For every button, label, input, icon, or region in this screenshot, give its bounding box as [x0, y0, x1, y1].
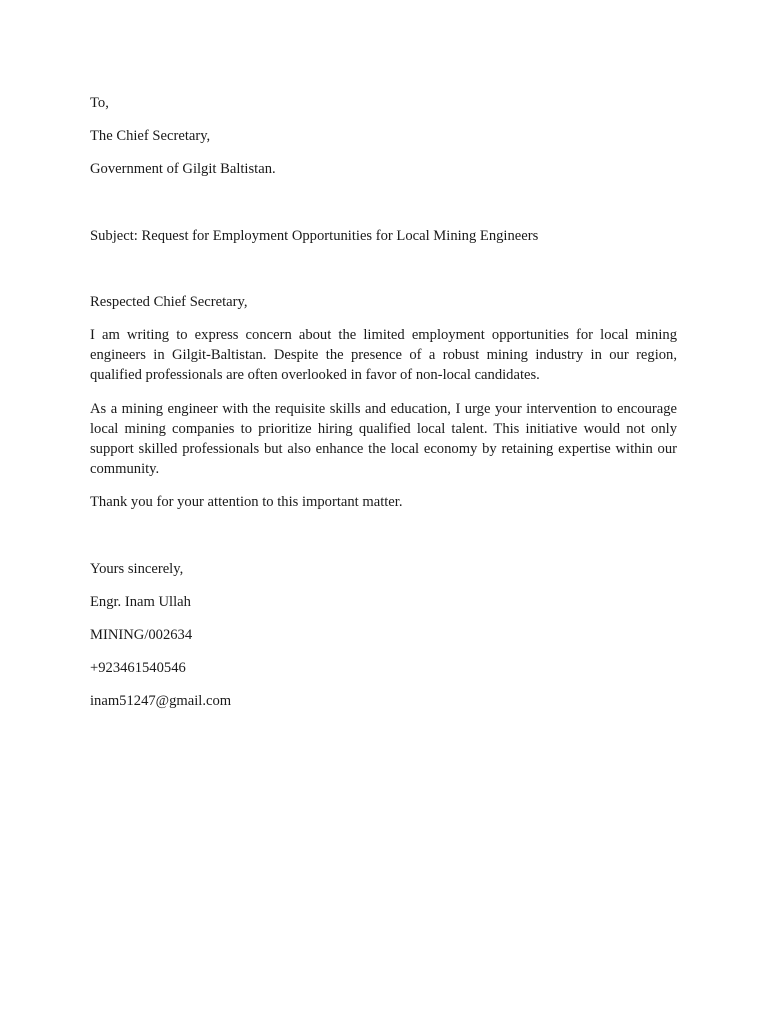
greeting: Respected Chief Secretary, — [90, 294, 248, 310]
salutation-to: To, — [90, 95, 109, 111]
signature-name: Engr. Inam Ullah — [90, 593, 191, 610]
letter-body — [90, 93, 677, 711]
subject-line: Subject: Request for Employment Opportunities for Local Mining Engineers — [90, 228, 539, 244]
closing: Yours sincerely, — [90, 560, 184, 577]
signature-email: inam51247@gmail.com — [90, 692, 232, 709]
signature-registration: MINING/002634 — [90, 626, 193, 643]
recipient-title: The Chief Secretary, — [90, 128, 211, 144]
recipient-organization: Government of Gilgit Baltistan. — [90, 161, 276, 177]
signature-phone: +923461540546 — [90, 659, 186, 676]
body-paragraph-3: Thank you for your attention to this important matter. — [90, 494, 403, 511]
body-paragraph-1: I am writing to express concern about the limited employment opportunities for local mining engineers in Gilgit-Baltistan. Despite the presence of a robust mining industry in our region, qualified professionals are often overlooked in favor of non-local candidates. — [90, 327, 677, 384]
body-paragraph-2: As a mining engineer with the requisite skills and education, I urge your intervention to encourage local mining companies to prioritize hiring qualified local talent. This initiative would not only support skilled professionals but also enhance the local economy by retaining expertise within our community. — [90, 400, 677, 478]
